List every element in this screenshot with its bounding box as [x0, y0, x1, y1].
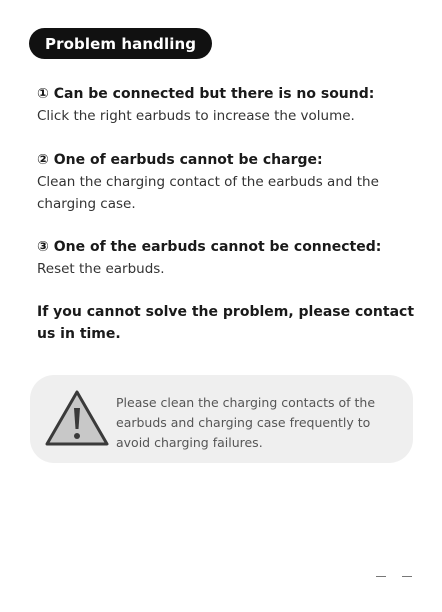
page-mark: [402, 576, 412, 577]
warning-text: Please clean the charging contacts of the earbuds and charging case frequently to avoid charging failures.: [116, 395, 376, 450]
page-mark: [376, 576, 386, 577]
warning-notice: [30, 375, 413, 463]
item-body: Click the right earbuds to increase the volume.: [37, 108, 355, 124]
item-title: ② One of earbuds cannot be charge:: [37, 152, 323, 168]
item-title: ① Can be connected but there is no sound:: [37, 86, 375, 102]
section-header: [29, 28, 212, 59]
contact-note: If you cannot solve the problem, please contact us in time.: [37, 304, 415, 342]
header-title: Problem handling: [45, 34, 197, 53]
troubleshoot-item-connect: [37, 236, 417, 280]
troubleshoot-item-charge: [37, 149, 417, 215]
item-body: Clean the charging contact of the earbuds and the charging case.: [37, 174, 379, 212]
item-title: ③ One of the earbuds cannot be connected:: [37, 239, 382, 255]
troubleshoot-item-no-sound: [37, 83, 417, 127]
warning-triangle-icon: [44, 388, 110, 448]
item-body: Reset the earbuds.: [37, 261, 165, 277]
